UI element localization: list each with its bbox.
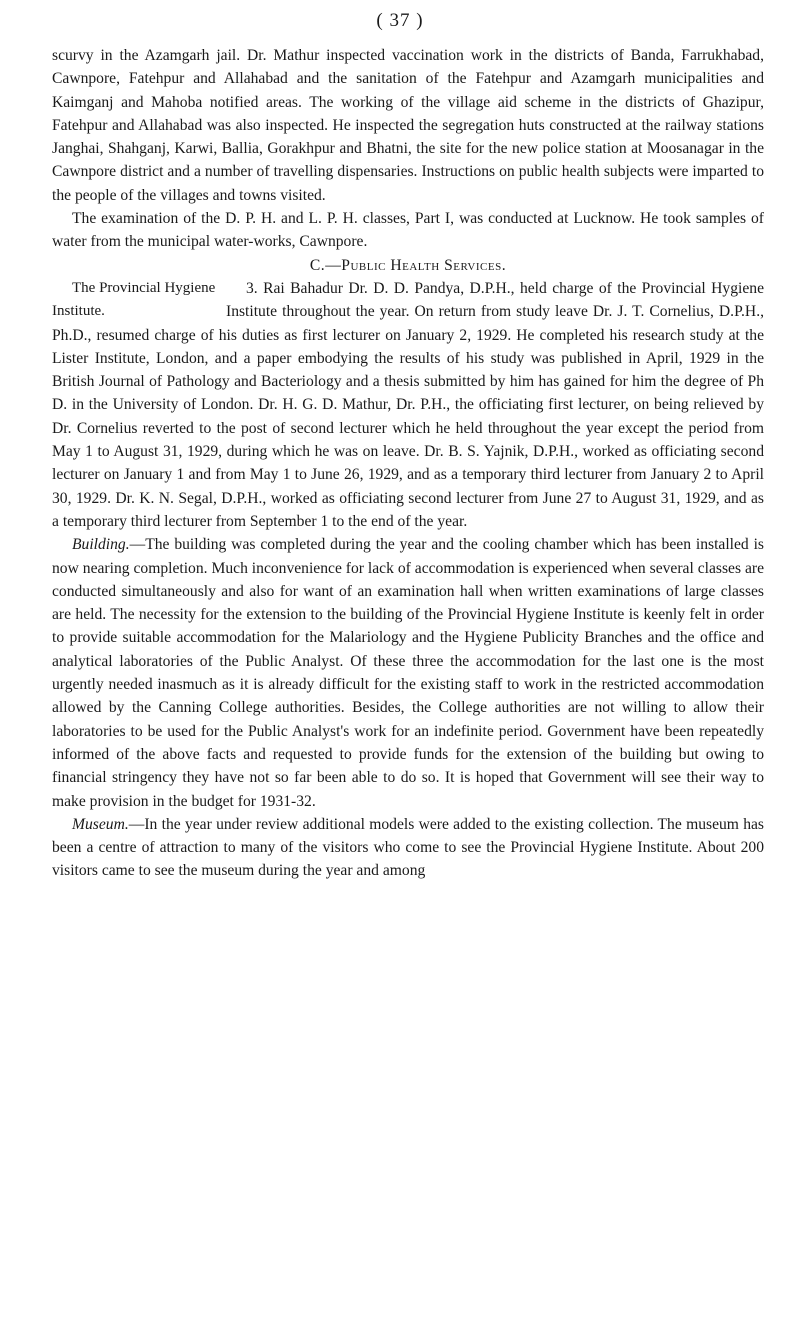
paragraph-building <box>52 533 764 813</box>
margin-note: The Provincial Hygiene Institute. <box>52 279 216 320</box>
paragraph-institute-text: 3. Rai Bahadur Dr. D. D. Pandya, D.P.H., held charge of the Provincial Hygiene Institute throughout the year. On return from study leave Dr. J. T. Cornelius, D.P.H., Ph.D., resumed charge of his duties as first lecturer on January 2, 1929. He completed his research study at the Lister Institute, London, and a paper embodying the results of his study was published in April, 1929 in the British Journal of Pathology and Bacteriology and a thesis submitted by him has gained for him the degree of Ph D. in the University of London. Dr. H. G. D. Mathur, Dr. P.H., the officiating first lecturer, on being relieved by Dr. Cornelius reverted to the post of second lecturer which he held throughout the year except the period from May 1 to August 31, 1929, during which he was on leave. Dr. B. S. Yajnik, D.P.H., worked as officiating second lecturer on January 1 and from May 1 to June 26, 1929, and as a temporary third lecturer from January 2 to April 30, 1929. Dr. K. N. Segal, D.P.H., worked as officiating second lecturer from June 27 to August 31, 1929, and as a temporary third lecturer from September 1 to the end of the year. <box>52 279 764 530</box>
paragraph-museum <box>52 813 764 883</box>
paragraph-azamgarh: scurvy in the Azamgarh jail. Dr. Mathur inspected vaccination work in the districts of Banda, Farrukhabad, Cawnpore, Fatehpur and Allahabad and the sanitation of the Fatehpur and Azamgarh municipalities and Kaimganj and Mahoba notified areas. The working of the village aid scheme in the districts of Ghazipur, Fatehpur and Allahabad was also inspected. He inspected the segregation huts constructed at the railway stations Janghai, Shahganj, Karwi, Ballia, Gorakhpur and Bhatni, the site for the new police station at Moosanagar in the Cawnpore district and a number of travelling dispensaries. Instructions on public health subjects were imparted to the people of the villages and towns visited. <box>52 47 764 204</box>
paragraph-institute <box>52 277 764 533</box>
building-label: Building. <box>72 536 130 554</box>
paragraph-building-text: —The building was completed during the year and the cooling chamber which has been installed is now nearing completion. Much inconvenience for lack of accommodation is experienced when several classes are conducted simultaneously and also for want of an examination hall when written examinations of large classes are held. The necessity for the extension to the building of the Provincial Hygiene Institute is keenly felt in order to provide suitable accommodation for the Malariology and the Hygiene Publicity Branches and the office and analytical laboratories of the Public Analyst. Of these three the accommodation for the last one is the most urgently needed inasmuch as it is already difficult for the existing staff to work in the restricted accommodation allowed by the Canning College authorities. Besides, the College authorities are not willing to allow their laboratories to be used for the Public Analyst's work for an indefinite period. Government have been repeatedly informed of the above facts and requested to provide funds for the extension of the building but owing to financial stringency they have not so far been able to do so. It is hoped that Government will see their way to make provision in the budget for 1931-32. <box>52 536 764 810</box>
paragraph-examination: The examination of the D. P. H. and L. P. H. classes, Part I, was conducted at Lucknow. He took samples of water from the municipal water-works, Cawnpore. <box>52 210 764 251</box>
page-number: ( 37 ) <box>376 10 424 31</box>
paragraph-museum-text: —In the year under review additional models were added to the existing collection. The museum has been a centre of attraction to many of the visitors who come to see the Provincial Hygiene Institute. About 200 visitors came to see the museum during the year and among <box>52 815 764 880</box>
museum-label: Museum. <box>72 815 129 833</box>
section-heading: C.—Public Health Services. <box>309 256 507 274</box>
page-body <box>52 44 764 883</box>
